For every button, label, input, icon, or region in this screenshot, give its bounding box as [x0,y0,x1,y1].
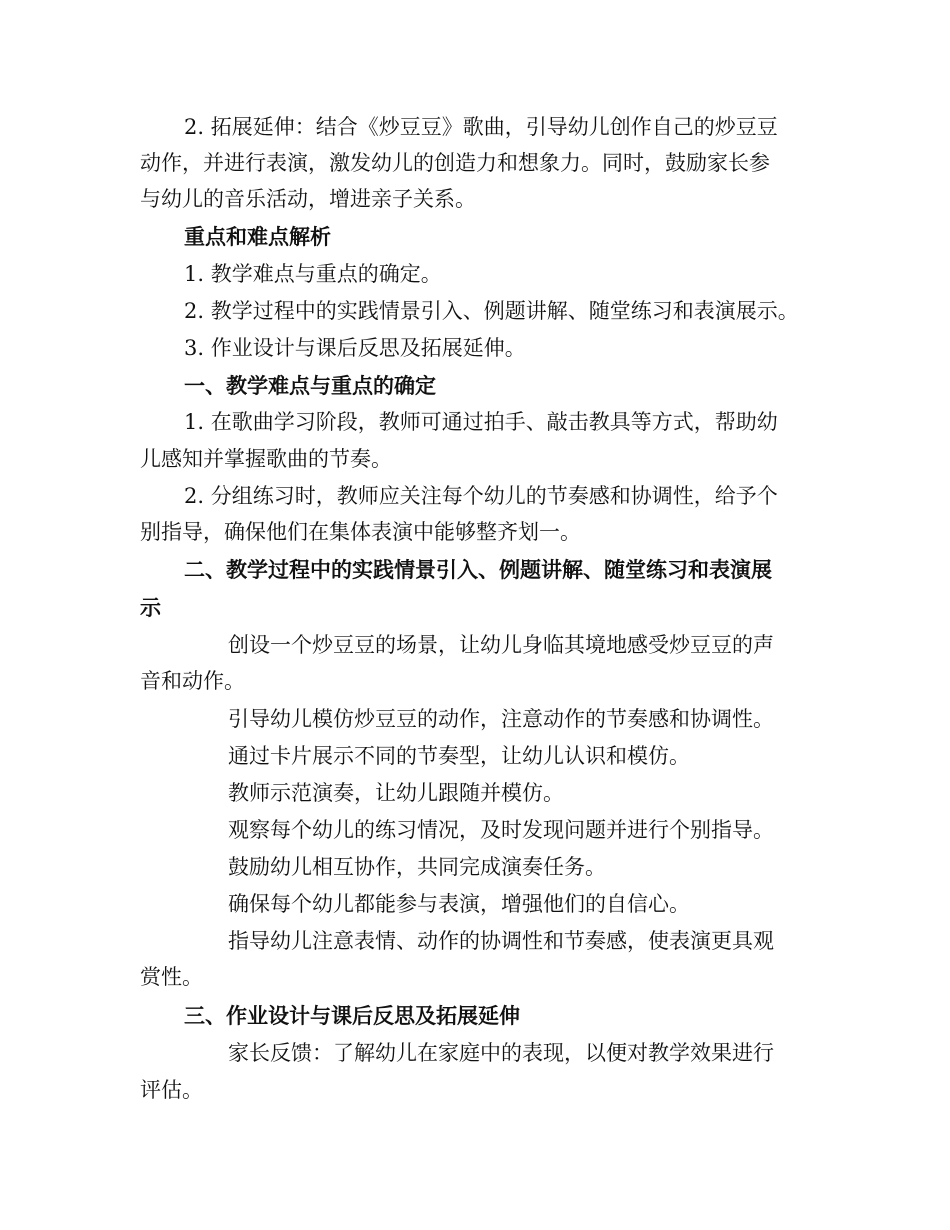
paragraph-scene-line-2: 音和动作。 [140,669,245,693]
paragraph-cooperate: 鼓励幼儿相互协作，共同完成演奏任务。 [228,855,606,879]
paragraph-guide-line-2: 赏性。 [140,965,203,989]
paragraph-imitate: 引导幼儿模仿炒豆豆的动作，注意动作的节奏感和协调性。 [228,707,774,731]
section-heading-2-line-2: 示 [140,595,161,620]
paragraph-guide-line-1: 指导幼儿注意表情、动作的协调性和节奏感，使表演更具观 [228,929,774,953]
section-heading-1: 一、教学难点与重点的确定 [184,373,436,398]
list-item-3: 3. 作业设计与课后反思及拓展延伸。 [184,336,526,360]
paragraph-rhythm-line-2: 儿感知并掌握歌曲的节奏。 [140,447,392,471]
list-item-1: 1. 教学难点与重点的确定。 [184,262,442,286]
paragraph-extension-line-2: 动作，并进行表演，激发幼儿的创造力和想象力。同时，鼓励家长参 [140,151,770,175]
paragraph-observe: 观察每个幼儿的练习情况，及时发现问题并进行个别指导。 [228,818,774,842]
paragraph-rhythm-line-1: 1. 在歌曲学习阶段，教师可通过拍手、敲击教具等方式，帮助幼 [184,410,778,434]
paragraph-cards: 通过卡片展示不同的节奏型，让幼儿认识和模仿。 [228,744,690,768]
section-heading-2-line-1: 二、教学过程中的实践情景引入、例题讲解、随堂练习和表演展 [184,557,772,582]
paragraph-extension-line-1: 2. 拓展延伸：结合《炒豆豆》歌曲，引导幼儿创作自己的炒豆豆 [184,115,778,139]
section-heading-key-points: 重点和难点解析 [184,224,331,249]
list-item-2: 2. 教学过程中的实践情景引入、例题讲解、随堂练习和表演展示。 [184,299,799,323]
paragraph-group-line-2: 别指导，确保他们在集体表演中能够整齐划一。 [140,520,581,544]
paragraph-feedback-line-1: 家长反馈：了解幼儿在家庭中的表现，以便对教学效果进行 [228,1041,774,1065]
paragraph-group-line-1: 2. 分组练习时，教师应关注每个幼儿的节奏感和协调性，给予个 [184,484,778,508]
paragraph-scene-line-1: 创设一个炒豆豆的场景，让幼儿身临其境地感受炒豆豆的声 [228,633,774,657]
paragraph-extension-line-3: 与幼儿的音乐活动，增进亲子关系。 [140,187,476,211]
section-heading-3: 三、作业设计与课后反思及拓展延伸 [184,1003,520,1028]
paragraph-feedback-line-2: 评估。 [140,1078,203,1102]
paragraph-confidence: 确保每个幼儿都能参与表演，增强他们的自信心。 [228,892,690,916]
paragraph-demo: 教师示范演奏，让幼儿跟随并模仿。 [228,781,564,805]
